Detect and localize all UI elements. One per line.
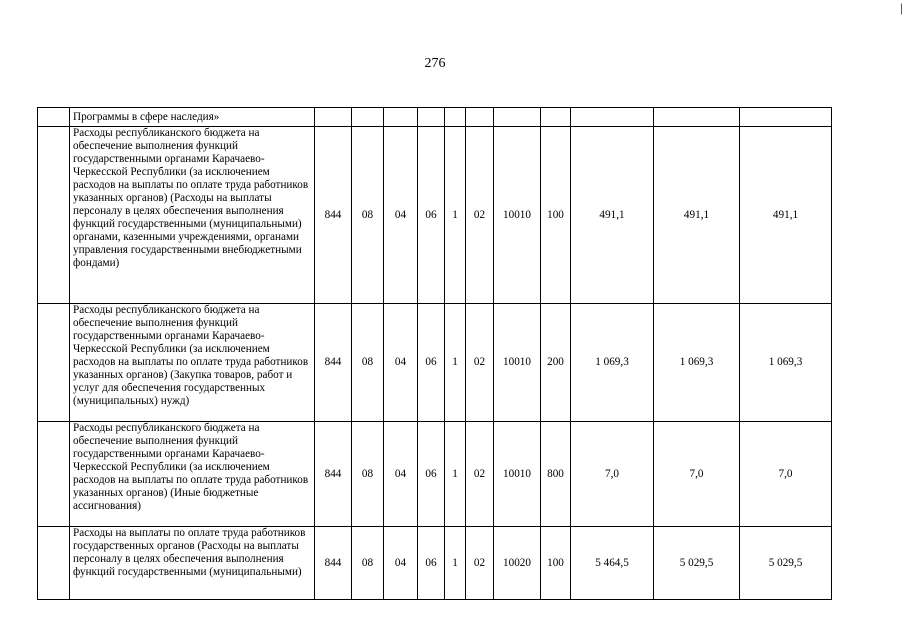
row-cell: 08 — [352, 304, 384, 422]
row-description: Программы в сфере наследия» — [70, 108, 315, 127]
row-cell: 08 — [352, 527, 384, 600]
row-cell: 100 — [541, 527, 571, 600]
row-cell: 491,1 — [654, 127, 740, 304]
row-cell: 844 — [315, 304, 352, 422]
row-cell: 100 — [541, 127, 571, 304]
row-cell: 04 — [384, 527, 418, 600]
row-cell: 1 — [445, 304, 466, 422]
table-row — [38, 527, 832, 600]
row-cell: 1 069,3 — [571, 304, 654, 422]
row-cell: 491,1 — [740, 127, 832, 304]
row-cell — [445, 108, 466, 127]
row-cell — [571, 108, 654, 127]
row-blank-cell — [38, 108, 70, 127]
row-cell — [740, 108, 832, 127]
row-cell: 1 — [445, 422, 466, 527]
row-cell — [384, 108, 418, 127]
row-cell: 1 — [445, 527, 466, 600]
row-cell — [352, 108, 384, 127]
table-row — [38, 304, 832, 422]
table-row — [38, 127, 832, 304]
row-cell: 5 464,5 — [571, 527, 654, 600]
row-cell: 04 — [384, 127, 418, 304]
row-description: Расходы республиканского бюджета на обеспечение выполнения функций государственными органами Карачаево-Черкесской Республики (за исключением расходов на выплаты по оплате труда работников указанных органов) (Закупка товаров, работ и услуг для обеспечения государственных (муниципальных) нужд) — [70, 304, 315, 422]
row-cell: 10010 — [494, 422, 541, 527]
row-cell: 1 069,3 — [740, 304, 832, 422]
row-cell: 06 — [418, 304, 445, 422]
row-cell: 06 — [418, 127, 445, 304]
row-cell: 800 — [541, 422, 571, 527]
budget-table — [37, 107, 832, 600]
row-cell: 10010 — [494, 127, 541, 304]
row-cell: 7,0 — [654, 422, 740, 527]
row-blank-cell — [38, 127, 70, 304]
row-cell — [418, 108, 445, 127]
row-cell: 491,1 — [571, 127, 654, 304]
row-cell: 08 — [352, 422, 384, 527]
row-cell: 06 — [418, 422, 445, 527]
row-cell: 7,0 — [571, 422, 654, 527]
row-description: Расходы республиканского бюджета на обеспечение выполнения функций государственными органами Карачаево-Черкесской Республики (за исключением расходов на выплаты по оплате труда работников указанных органов) (Иные бюджетные ассигнования) — [70, 422, 315, 527]
table-row — [38, 422, 832, 527]
row-cell: 1 — [445, 127, 466, 304]
row-cell: 7,0 — [740, 422, 832, 527]
row-cell: 02 — [466, 304, 494, 422]
row-blank-cell — [38, 527, 70, 600]
row-blank-cell — [38, 422, 70, 527]
row-description: Расходы республиканского бюджета на обеспечение выполнения функций государственными органами Карачаево-Черкесской Республики (за исключением расходов на выплаты по оплате труда работников указанных органов) (Расходы на выплаты персоналу в целях обеспечения выполнения функций государственными (муниципальными) органами, казенными учреждениями, органами управления государственными внебюджетными фондами) — [70, 127, 315, 304]
row-cell: 5 029,5 — [740, 527, 832, 600]
row-cell: 02 — [466, 527, 494, 600]
row-cell: 1 069,3 — [654, 304, 740, 422]
row-cell: 10020 — [494, 527, 541, 600]
row-cell: 02 — [466, 422, 494, 527]
row-cell: 06 — [418, 527, 445, 600]
row-cell: 04 — [384, 422, 418, 527]
table-row — [38, 108, 832, 127]
corner-mark: | — [900, 0, 903, 15]
row-cell: 5 029,5 — [654, 527, 740, 600]
row-cell: 08 — [352, 127, 384, 304]
row-blank-cell — [38, 304, 70, 422]
row-cell: 200 — [541, 304, 571, 422]
row-description: Расходы на выплаты по оплате труда работников государственных органов (Расходы на выплаты персоналу в целях обеспечения выполнения функций государственными (муниципальными) — [70, 527, 315, 600]
row-cell — [654, 108, 740, 127]
row-cell — [494, 108, 541, 127]
row-cell: 844 — [315, 127, 352, 304]
row-cell: 04 — [384, 304, 418, 422]
row-cell — [466, 108, 494, 127]
row-cell: 844 — [315, 422, 352, 527]
row-cell: 02 — [466, 127, 494, 304]
row-cell — [541, 108, 571, 127]
row-cell: 844 — [315, 527, 352, 600]
row-cell — [315, 108, 352, 127]
row-cell: 10010 — [494, 304, 541, 422]
page-number: 276 — [424, 56, 446, 71]
